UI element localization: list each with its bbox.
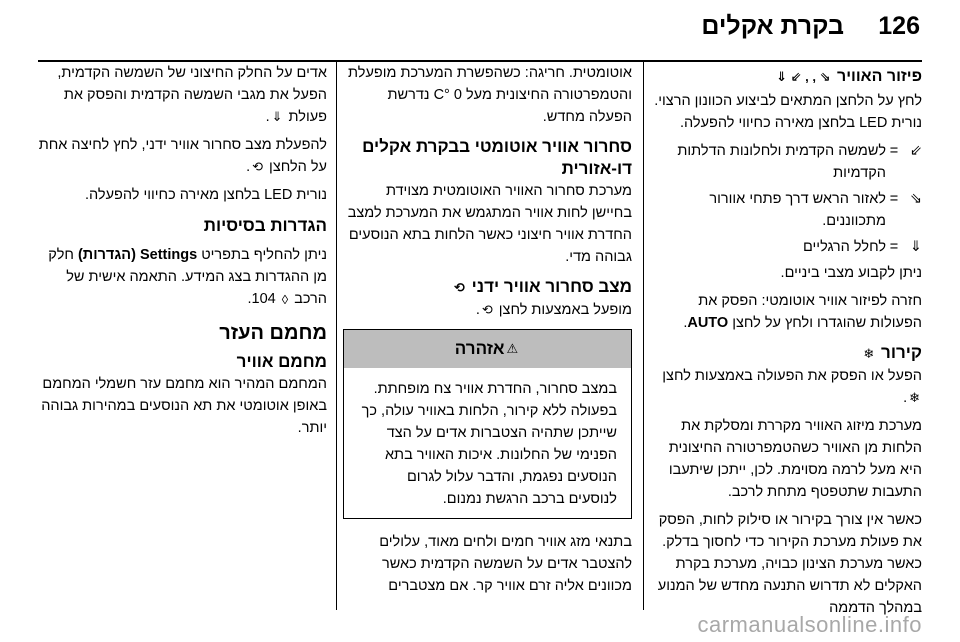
led-text: נורית LED בלחצן מאירה כחיווי להפעלה. xyxy=(84,187,327,204)
column-divider xyxy=(643,62,644,610)
watermark: carmanualsonline.info xyxy=(697,612,922,637)
column-settings-heater xyxy=(38,62,327,610)
air-heater-text: המחמם המהיר הוא מחמם עזר חשמלי המחמם באופן אוטומטי את תא הנוסעים במהירות גבוהה יותר. xyxy=(41,375,327,436)
recirculation-icon: ⟲ xyxy=(252,159,264,175)
cooling-p3: כאשר אין צורך בקירור או סילוק לחות, הפסק את פעולת מערכת הקירור כדי לחסוך בדלק. כאשר מערכת הצינון כבויה, מערכת בקרת האקלים לא תדרוש התנעה מחדש של המנוע במהלך הדממה xyxy=(657,511,922,616)
auto-recirculation-heading: סחרור אוויר אוטומטי בבקרת אקלים דו-אזורית xyxy=(362,137,632,178)
auto-recirculation-text: מערכת סחרור האוויר האוטומטית מצוידת בחיישן לחות אוויר המתגמש את המערכת למצב החדרת אוויר חיצוני כאשר הלחות בתא הנוסעים גבוהה מדי. xyxy=(347,183,632,265)
warning-triangle-icon: ⚠ xyxy=(506,341,519,357)
air-distribution-item: ⇙ = לשמשה הקדמית ולחלונות הדלתות הקדמיות xyxy=(652,140,922,184)
col2-top-text: אוטומטית. חריגה: כשהפשרת המערכת מופעלת והטמפרטורה החיצונית מעל 0 °C נדרשת הפעלה מחדש. xyxy=(348,65,632,125)
air-distribution-item: ⇘ = לאזור הראש דרך פתחי אוורור מתכווננים. xyxy=(652,188,922,232)
page-reference-icon: ◊ xyxy=(281,291,289,307)
air-distribution-intro: לחץ על הלחצן המתאים לביצוע הכוונון הרצוי. נורית LED בלחצן מאירה כחיווי להפעלה. xyxy=(654,93,922,132)
feet-icon: ⇓ xyxy=(909,239,922,256)
combine-text: ניתן לקבוע מצבי ביניים. xyxy=(780,265,922,282)
page-number: 126 xyxy=(878,12,920,40)
air-distribution-item: ⇓ = לחלל הרגליים xyxy=(652,236,922,258)
col3-top-text: אדים על החלק החיצוני של השמשה הקדמית, הפעל את מגבי השמשה הקדמית והפסק את פעולת ⇓. xyxy=(38,62,327,128)
manual-recirculation-heading: מצב סחרור אוויר ידני ⟲ xyxy=(343,276,632,299)
cooling-p1: הפעל או הפסק את הפעולה באמצעות לחצן ❄. xyxy=(652,365,922,409)
column-divider xyxy=(336,62,337,610)
page-header xyxy=(0,0,960,58)
column-recirculation xyxy=(343,62,632,610)
col2-bottom-text: בתנאי מזג אוויר חמים ולחים מאוד, עלולים להצטבר אדים על השמשה הקדמית כאשר מכוונים אליה זרם אוויר קר. אם מצטברים xyxy=(379,533,632,594)
manual-activation-text: להפעלת מצב סחרור אוויר ידני, לחץ לחיצה אחת על הלחצן ⟲. xyxy=(38,134,327,178)
windscreen-feet-icon: ⇙ xyxy=(909,143,922,160)
warning-header: ⚠אזהרה xyxy=(344,330,631,368)
warning-box xyxy=(343,329,632,519)
basic-settings-heading: הגדרות בסיסיות xyxy=(203,216,327,236)
cooling-p2: מערכת מיזוג האוויר מקררת ומסלקת את הלחות מן האוויר כשהטמפרטורה החיצונית היא מעל לרמה מסוימת. לכן, ייתכן שיתעבו התעבות שתטפטף מתחת לרכב. xyxy=(668,417,922,500)
page-title: בקרת אקלים xyxy=(701,12,844,40)
air-distribution-heading: פיזור האוויר ⇘ , , ⇙ ⇓ xyxy=(652,66,922,88)
aux-heater-heading: מחמם העזר xyxy=(219,321,327,344)
manual-recirculation-text: מופעל באמצעות לחצן ⟲. xyxy=(343,299,632,321)
basic-settings-text: ניתן להחליף בתפריט Settings (הגדרות) חלק מן ההגדרות בצג המידע. התאמה אישית של הרכב ◊ 104. xyxy=(38,244,327,310)
snowflake-icon: ❄ xyxy=(909,389,920,405)
air-distribution-icons: ⇘ , , ⇙ ⇓ xyxy=(776,69,831,84)
warning-text: במצב סחרור, החדרת אוויר צח מופחתת. בפעולה ללא קירור, הלחות באוויר עולה, כך שייתכן שתהיה הצטברות אדים על הצד הפנימי של החלונות. איכות האוויר בתא הנוסעים נפגמת, והדבר עלול לגרום לנוסעים ברכב הרגשת נמנום. xyxy=(361,380,617,507)
air-heater-heading: מחמם אוויר xyxy=(236,351,327,371)
recirculation-icon: ⟲ xyxy=(481,301,493,317)
auto-label: AUTO xyxy=(687,315,729,332)
column-air-distribution xyxy=(652,62,922,616)
head-feet-icon: ⇘ xyxy=(909,191,922,208)
feet-icon: ⇓ xyxy=(271,109,283,125)
snowflake-icon: ❄ xyxy=(863,345,875,361)
cooling-heading: קירור ❄ xyxy=(652,342,922,365)
return-auto-text: חזרה לפיזור אוויר אוטומטי: הפסק את הפעולות שהוגדרו ולחץ על לחצן AUTO. xyxy=(683,293,922,332)
recirculation-icon: ⟲ xyxy=(454,279,465,295)
